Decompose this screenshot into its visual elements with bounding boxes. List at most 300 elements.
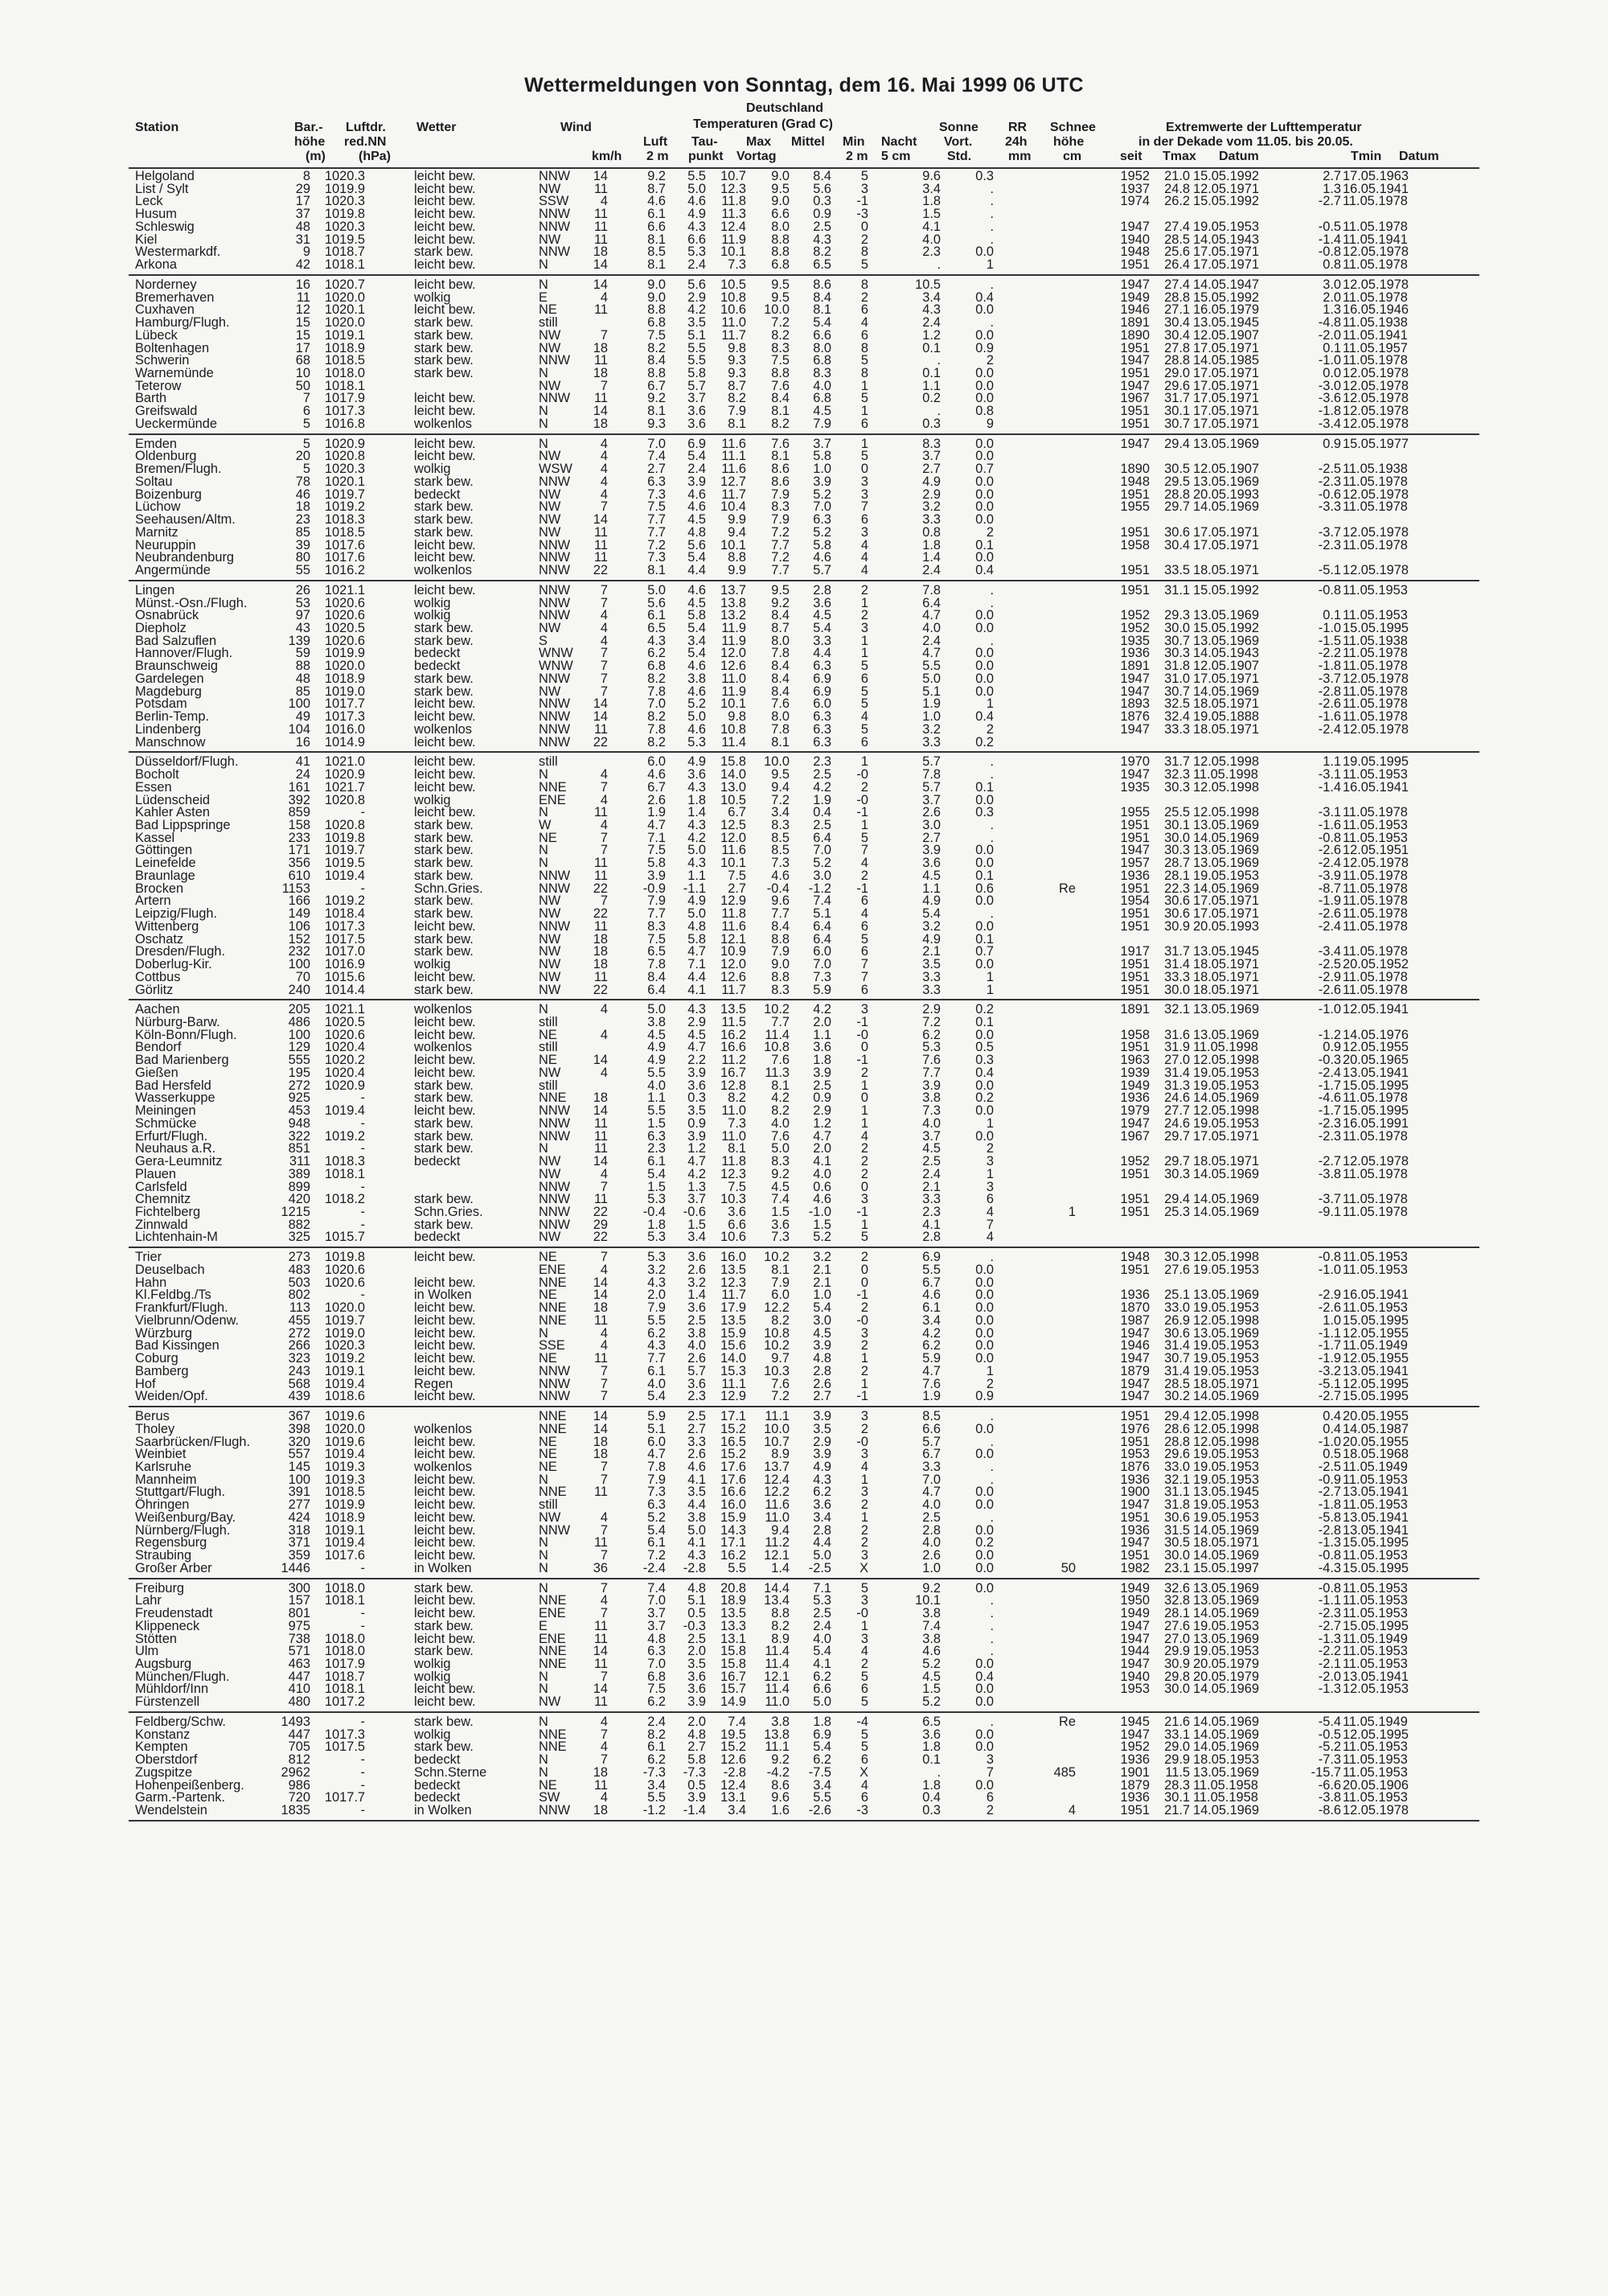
cell-station: Potsdam bbox=[135, 696, 187, 712]
cell-tmin: 0.8 bbox=[1323, 257, 1341, 273]
cell-temp-mean: 10.8 bbox=[764, 1325, 790, 1341]
cell-pressure: 1019.4 bbox=[324, 1103, 365, 1119]
cell-sunshine: . bbox=[937, 257, 941, 273]
cell-wind-dir: NW bbox=[539, 957, 561, 972]
cell-temp-ground: 2 bbox=[860, 290, 868, 305]
cell-record-since: 1946 bbox=[1120, 302, 1150, 318]
cell-sunshine: 5.7 bbox=[922, 754, 941, 770]
cell-temp-mean: 8.1 bbox=[771, 449, 790, 464]
cell-wind-speed: 18 bbox=[593, 1434, 608, 1449]
cell-temp-max: 18.9 bbox=[720, 1593, 746, 1608]
cell-temp-max: 13.0 bbox=[720, 779, 746, 795]
cell-wind-speed: 18 bbox=[593, 1764, 608, 1780]
cell-temp-max: 15.9 bbox=[720, 1509, 746, 1525]
cell-temp-air: 9.2 bbox=[647, 391, 666, 406]
cell-tmin: -1.7 bbox=[1318, 1078, 1341, 1093]
cell-sunshine: 3.8 bbox=[922, 1606, 941, 1621]
cell-temp-ground: 2 bbox=[860, 1522, 868, 1538]
cell-temp-min: 4.9 bbox=[813, 1459, 831, 1474]
cell-tmin: 1.3 bbox=[1323, 181, 1341, 196]
cell-tmin-date: 11.05.1953 bbox=[1343, 1764, 1408, 1780]
cell-temp-ground: 8 bbox=[860, 277, 868, 292]
cell-temp-air: 8.4 bbox=[647, 353, 666, 368]
cell-precip: 0.0 bbox=[975, 474, 994, 489]
cell-temp-air: 6.0 bbox=[647, 1434, 666, 1449]
cell-wind-dir: NE bbox=[539, 1027, 557, 1042]
cell-temp-mean: 8.8 bbox=[771, 244, 790, 260]
cell-sunshine: 5.2 bbox=[922, 1656, 941, 1671]
cell-wind-dir: NE bbox=[539, 1351, 557, 1366]
group-divider bbox=[129, 1578, 1479, 1579]
cell-bar-height: 882 bbox=[288, 1217, 310, 1232]
cell-wind-speed: 4 bbox=[600, 1027, 608, 1042]
cell-temp-max: 3.4 bbox=[728, 1803, 746, 1818]
cell-wind-speed: 11 bbox=[593, 868, 608, 883]
cell-bar-height: 145 bbox=[288, 1459, 310, 1474]
cell-pressure: 1017.7 bbox=[324, 1790, 365, 1805]
cell-wind-speed: 7 bbox=[600, 1376, 608, 1391]
cell-tmax-date: 19.05.1953 bbox=[1193, 1065, 1260, 1080]
cell-weather: wolkig bbox=[414, 608, 451, 623]
cell-precip: 0.0 bbox=[975, 327, 994, 343]
cell-tmax: 28.6 bbox=[1164, 1421, 1190, 1436]
cell-precip: . bbox=[990, 1434, 994, 1449]
cell-weather: stark bew. bbox=[414, 340, 474, 355]
cell-wind-speed: 22 bbox=[593, 906, 608, 922]
cell-snow: Re bbox=[1059, 1714, 1076, 1729]
cell-station: Vielbrunn/Odenw. bbox=[135, 1312, 240, 1328]
cell-sunshine: 2.4 bbox=[922, 1166, 941, 1181]
cell-pressure: 1017.3 bbox=[324, 918, 365, 934]
cell-wind-speed: 36 bbox=[593, 1560, 608, 1575]
cell-temp-mean: 9.4 bbox=[771, 1522, 790, 1538]
cell-precip: 2 bbox=[986, 524, 994, 540]
cell-tmin: -6.6 bbox=[1318, 1777, 1341, 1793]
cell-temp-mean: 12.2 bbox=[764, 1485, 790, 1500]
header-bar-2: höhe bbox=[294, 135, 326, 149]
cell-record-since: 1952 bbox=[1120, 169, 1150, 183]
cell-precip: 1 bbox=[986, 1166, 994, 1181]
cell-wind-dir: ENE bbox=[539, 792, 566, 807]
cell-precip: 0.8 bbox=[975, 404, 994, 419]
cell-record-since: 1870 bbox=[1120, 1300, 1150, 1316]
cell-wind-dir: still bbox=[539, 1078, 558, 1093]
cell-temp-min: 2.3 bbox=[813, 754, 831, 770]
cell-pressure: 1019.9 bbox=[324, 1497, 365, 1513]
cell-bar-height: 391 bbox=[288, 1485, 310, 1500]
cell-record-since: 1936 bbox=[1120, 1090, 1150, 1106]
cell-temp-ground: 3 bbox=[860, 1192, 868, 1207]
cell-tmin: -2.4 bbox=[1318, 721, 1341, 737]
cell-snow: 4 bbox=[1068, 1803, 1076, 1818]
cell-dew-point: 4.1 bbox=[687, 1472, 706, 1487]
cell-wind-speed: 14 bbox=[593, 404, 608, 419]
cell-tmin: 0.9 bbox=[1323, 1040, 1341, 1055]
cell-station: Mannheim bbox=[135, 1472, 197, 1487]
cell-temp-mean: 6.0 bbox=[771, 1288, 790, 1303]
header-wetter: Wetter bbox=[416, 121, 457, 134]
cell-sunshine: 3.2 bbox=[922, 721, 941, 737]
header-nacht-2: 5 cm bbox=[881, 150, 911, 163]
cell-temp-air: 4.3 bbox=[647, 1338, 666, 1353]
cell-temp-ground: 5 bbox=[860, 721, 868, 737]
cell-tmax-date: 11.05.1958 bbox=[1193, 1777, 1258, 1793]
cell-temp-max: 10.1 bbox=[720, 244, 746, 260]
cell-wind-dir: still bbox=[539, 315, 558, 331]
cell-station: Westermarkdf. bbox=[135, 244, 221, 260]
cell-wind-dir: N bbox=[539, 1764, 548, 1780]
cell-tmax: 31.7 bbox=[1164, 944, 1190, 959]
cell-dew-point: 5.8 bbox=[687, 608, 706, 623]
cell-station: Arkona bbox=[135, 257, 177, 273]
cell-tmin: -2.7 bbox=[1318, 194, 1341, 209]
cell-precip: 0.0 bbox=[975, 1656, 994, 1671]
cell-weather: stark bew. bbox=[414, 1090, 474, 1106]
cell-station: Hof bbox=[135, 1376, 156, 1391]
cell-precip: 0.0 bbox=[975, 1682, 994, 1697]
cell-tmin: -3.3 bbox=[1318, 499, 1341, 515]
cell-temp-ground: 2 bbox=[860, 1300, 868, 1316]
cell-pressure: 1019.2 bbox=[324, 1351, 365, 1366]
cell-sunshine: 5.5 bbox=[922, 1262, 941, 1277]
cell-wind-dir: NNW bbox=[539, 244, 571, 260]
cell-sunshine: 1.1 bbox=[922, 881, 941, 896]
cell-temp-mean: 8.7 bbox=[771, 620, 790, 635]
cell-tmax-date: 14.05.1969 bbox=[1193, 830, 1260, 845]
cell-wind-dir: still bbox=[539, 754, 558, 770]
cell-pressure: - bbox=[360, 1090, 365, 1106]
cell-tmax: 24.6 bbox=[1164, 1090, 1190, 1106]
cell-tmin: -5.4 bbox=[1318, 1714, 1341, 1729]
cell-temp-mean: 8.5 bbox=[771, 843, 790, 858]
cell-dew-point: 4.6 bbox=[687, 721, 706, 737]
cell-temp-ground: 1 bbox=[860, 378, 868, 393]
cell-precip: 0.9 bbox=[975, 340, 994, 355]
cell-temp-mean: 10.0 bbox=[764, 302, 790, 318]
cell-wind-speed: 7 bbox=[600, 1669, 608, 1684]
cell-sunshine: 0.1 bbox=[922, 366, 941, 381]
cell-wind-dir: NNW bbox=[539, 1115, 571, 1131]
cell-record-since: 1947 bbox=[1120, 1376, 1150, 1391]
cell-pressure: 1019.6 bbox=[324, 1434, 365, 1449]
cell-sunshine: 1.8 bbox=[922, 1739, 941, 1755]
cell-wind-dir: WNW bbox=[539, 646, 573, 661]
cell-dew-point: 2.6 bbox=[687, 1447, 706, 1462]
cell-tmax: 30.5 bbox=[1164, 462, 1190, 477]
cell-tmax: 27.7 bbox=[1164, 1103, 1190, 1119]
cell-wind-dir: N bbox=[539, 1141, 548, 1156]
cell-precip: 3 bbox=[986, 1752, 994, 1768]
cell-tmax-date: 12.05.1998 bbox=[1193, 1409, 1260, 1424]
cell-temp-ground: -4 bbox=[856, 1714, 868, 1729]
cell-temp-ground: -0 bbox=[856, 1434, 868, 1449]
cell-record-since: 1967 bbox=[1120, 1128, 1150, 1144]
cell-temp-ground: 8 bbox=[860, 244, 868, 260]
cell-temp-max: 8.2 bbox=[728, 1090, 746, 1106]
cell-precip: 3 bbox=[986, 1154, 994, 1169]
cell-pressure: 1019.9 bbox=[324, 181, 365, 196]
cell-sunshine: 3.7 bbox=[922, 449, 941, 464]
cell-tmax-date: 15.05.1992 bbox=[1193, 194, 1260, 209]
cell-weather: leicht bew. bbox=[414, 1522, 476, 1538]
cell-temp-ground: 1 bbox=[860, 595, 868, 610]
cell-tmin: -5.8 bbox=[1318, 1509, 1341, 1525]
cell-tmax: 30.0 bbox=[1164, 620, 1190, 635]
cell-temp-max: 15.9 bbox=[720, 1325, 746, 1341]
cell-temp-min: -7.5 bbox=[808, 1764, 831, 1780]
cell-temp-ground: -1 bbox=[856, 1389, 868, 1404]
cell-pressure: 1017.9 bbox=[324, 1656, 365, 1671]
cell-record-since: 1900 bbox=[1120, 1485, 1150, 1500]
cell-temp-ground: -0 bbox=[856, 1312, 868, 1328]
cell-temp-air: 3.4 bbox=[647, 1777, 666, 1793]
cell-precip: 0.0 bbox=[975, 608, 994, 623]
cell-tmax: 30.4 bbox=[1164, 537, 1190, 552]
cell-wind-dir: NNW bbox=[539, 734, 571, 750]
cell-bar-height: 158 bbox=[288, 817, 310, 832]
cell-weather: stark bew. bbox=[414, 830, 474, 845]
cell-tmin: -3.1 bbox=[1318, 805, 1341, 820]
cell-sunshine: 9.2 bbox=[922, 1580, 941, 1596]
cell-station: Boizenburg bbox=[135, 487, 202, 502]
cell-tmin: -5.1 bbox=[1318, 1376, 1341, 1391]
cell-temp-max: 11.6 bbox=[721, 918, 746, 934]
cell-pressure: 1019.1 bbox=[324, 1363, 365, 1378]
cell-record-since: 1891 bbox=[1120, 315, 1150, 331]
cell-pressure: 1017.0 bbox=[324, 944, 365, 959]
cell-tmax: 27.1 bbox=[1164, 302, 1190, 318]
cell-pressure: 1019.4 bbox=[324, 1447, 365, 1462]
cell-dew-point: 3.7 bbox=[687, 1192, 706, 1207]
cell-tmin: -2.9 bbox=[1318, 1288, 1341, 1303]
cell-tmin: -3.0 bbox=[1318, 378, 1341, 393]
cell-temp-mean: 9.2 bbox=[771, 1166, 790, 1181]
cell-bar-height: 812 bbox=[288, 1752, 310, 1768]
cell-temp-mean: 11.0 bbox=[765, 1694, 790, 1710]
cell-temp-mean: 9.4 bbox=[771, 779, 790, 795]
cell-tmax: 30.9 bbox=[1164, 918, 1190, 934]
cell-temp-max: 9.3 bbox=[728, 366, 746, 381]
cell-station: Stötten bbox=[135, 1631, 177, 1646]
cell-sunshine: 2.6 bbox=[922, 1548, 941, 1563]
cell-sunshine: 6.1 bbox=[922, 1300, 941, 1316]
cell-dew-point: 5.5 bbox=[687, 353, 706, 368]
cell-tmin-date: 11.05.1978 bbox=[1343, 805, 1408, 820]
cell-temp-max: 12.0 bbox=[720, 646, 746, 661]
cell-precip: . bbox=[990, 277, 994, 292]
cell-tmax: 32.1 bbox=[1164, 1472, 1190, 1487]
header-luftdr-3: (hPa) bbox=[359, 150, 391, 163]
cell-temp-min: -1.0 bbox=[808, 1205, 831, 1220]
cell-precip: . bbox=[990, 1631, 994, 1646]
cell-sunshine: 4.9 bbox=[922, 893, 941, 909]
cell-pressure: 1018.0 bbox=[324, 1631, 365, 1646]
cell-wind-dir: NNW bbox=[539, 207, 571, 222]
cell-temp-air: 9.3 bbox=[647, 416, 666, 431]
cell-weather: stark bew. bbox=[414, 843, 474, 858]
cell-tmax: 33.3 bbox=[1164, 721, 1190, 737]
cell-precip: 0.0 bbox=[975, 302, 994, 318]
cell-tmin-date: 12.05.1978 bbox=[1343, 1803, 1409, 1818]
cell-tmin-date: 16.05.1991 bbox=[1343, 1115, 1409, 1131]
cell-temp-mean: 8.4 bbox=[771, 608, 790, 623]
cell-temp-ground: 6 bbox=[860, 1682, 868, 1697]
cell-temp-max: 10.3 bbox=[720, 1192, 746, 1207]
cell-wind-dir: NW bbox=[539, 931, 561, 947]
cell-sunshine: 6.6 bbox=[922, 1421, 941, 1436]
cell-bar-height: 571 bbox=[288, 1644, 310, 1659]
cell-temp-max: 11.6 bbox=[721, 436, 746, 451]
cell-wind-speed: 11 bbox=[593, 181, 608, 196]
cell-temp-ground: 2 bbox=[860, 608, 868, 623]
cell-bar-height: 12 bbox=[295, 302, 310, 318]
cell-precip: . bbox=[990, 1509, 994, 1525]
cell-tmin-date: 11.05.1978 bbox=[1343, 499, 1408, 515]
cell-pressure: 1020.4 bbox=[324, 1040, 365, 1055]
cell-temp-mean: 7.9 bbox=[771, 512, 790, 528]
cell-dew-point: 4.8 bbox=[687, 1727, 706, 1742]
cell-temp-max: 17.1 bbox=[720, 1535, 746, 1551]
cell-temp-ground: 3 bbox=[860, 620, 868, 635]
header-schnee-3: cm bbox=[1063, 150, 1082, 163]
cell-weather: leicht bew. bbox=[414, 779, 476, 795]
group-divider bbox=[129, 1247, 1479, 1248]
cell-wind-dir: NW bbox=[539, 449, 561, 464]
cell-bar-height: 11 bbox=[296, 290, 310, 305]
cell-tmax-date: 18.05.1971 bbox=[1193, 1535, 1260, 1551]
cell-sunshine: 3.4 bbox=[922, 181, 941, 196]
cell-tmin-date: 12.05.1955 bbox=[1343, 1325, 1409, 1341]
cell-weather: stark bew. bbox=[414, 856, 474, 871]
cell-tmin-date: 11.05.1941 bbox=[1343, 232, 1408, 247]
cell-weather: leicht bew. bbox=[414, 404, 476, 419]
cell-temp-ground: 4 bbox=[860, 709, 868, 725]
cell-record-since: 1951 bbox=[1120, 1409, 1150, 1424]
cell-temp-air: 5.0 bbox=[647, 1002, 666, 1017]
cell-station: Oldenburg bbox=[135, 449, 197, 464]
cell-pressure: 1019.7 bbox=[324, 843, 365, 858]
cell-precip: 0.0 bbox=[975, 843, 994, 858]
cell-temp-ground: 1 bbox=[860, 1351, 868, 1366]
cell-temp-air: 6.3 bbox=[647, 1644, 666, 1659]
cell-bar-height: 46 bbox=[295, 487, 310, 502]
cell-record-since: 1951 bbox=[1120, 404, 1150, 419]
cell-bar-height: 16 bbox=[295, 277, 310, 292]
cell-tmin-date: 12.05.1978 bbox=[1343, 391, 1409, 406]
cell-temp-air: -0.9 bbox=[642, 881, 666, 896]
cell-pressure: 1019.4 bbox=[324, 1376, 365, 1391]
cell-tmin: -0.5 bbox=[1318, 1727, 1341, 1742]
cell-temp-min: 4.1 bbox=[813, 1656, 831, 1671]
cell-record-since: 1947 bbox=[1120, 1351, 1150, 1366]
cell-wind-dir: N bbox=[539, 416, 548, 431]
cell-tmin: -0.8 bbox=[1318, 582, 1341, 598]
cell-tmax: 28.8 bbox=[1164, 487, 1190, 502]
header-sonne-1: Sonne bbox=[939, 121, 978, 134]
cell-temp-mean: 8.9 bbox=[771, 1631, 790, 1646]
cell-temp-min: 6.2 bbox=[813, 1485, 831, 1500]
cell-temp-min: 3.5 bbox=[813, 1421, 831, 1436]
cell-weather: wolkig bbox=[414, 462, 451, 477]
cell-temp-max: 9.9 bbox=[728, 563, 746, 578]
cell-tmax: 25.3 bbox=[1164, 1205, 1190, 1220]
cell-station: Manschnow bbox=[135, 734, 206, 750]
table-row bbox=[129, 1805, 1479, 1817]
cell-bar-height: 16 bbox=[295, 734, 310, 750]
cell-precip: 4 bbox=[986, 1205, 994, 1220]
cell-pressure: 1019.2 bbox=[324, 1128, 365, 1144]
cell-temp-min: 5.4 bbox=[813, 1300, 831, 1316]
cell-pressure: 1020.3 bbox=[324, 462, 365, 477]
cell-tmin: -1.9 bbox=[1318, 893, 1341, 909]
cell-temp-mean: 8.1 bbox=[771, 1262, 790, 1277]
cell-temp-ground: -0 bbox=[856, 792, 868, 807]
cell-tmax-date: 20.05.1993 bbox=[1193, 918, 1260, 934]
cell-weather: stark bew. bbox=[414, 944, 474, 959]
cell-wind-dir: N bbox=[539, 1669, 548, 1684]
cell-wind-dir: NW bbox=[539, 944, 561, 959]
cell-temp-max: 13.5 bbox=[720, 1312, 746, 1328]
cell-sunshine: 2.4 bbox=[922, 563, 941, 578]
cell-dew-point: 4.9 bbox=[687, 893, 706, 909]
table-row bbox=[129, 1080, 1479, 1093]
cell-weather: leicht bew. bbox=[414, 1065, 476, 1080]
cell-temp-min: 2.9 bbox=[813, 1103, 831, 1119]
cell-record-since: 1891 bbox=[1120, 659, 1150, 674]
cell-tmin: -2.7 bbox=[1318, 1154, 1341, 1169]
cell-weather: stark bew. bbox=[414, 499, 474, 515]
cell-tmin: -3.4 bbox=[1318, 944, 1341, 959]
cell-temp-mean: 11.2 bbox=[765, 1535, 790, 1551]
cell-tmax-date: 19.05.1953 bbox=[1193, 1363, 1260, 1378]
cell-pressure: 1019.2 bbox=[324, 893, 365, 909]
cell-tmax: 23.1 bbox=[1164, 1560, 1190, 1575]
cell-temp-mean: 8.2 bbox=[771, 1618, 790, 1633]
cell-tmin-date: 17.05.1963 bbox=[1343, 169, 1409, 183]
cell-station: Nürnberg/Flugh. bbox=[135, 1522, 231, 1538]
cell-temp-min: 4.6 bbox=[813, 1192, 831, 1207]
cell-dew-point: 0.5 bbox=[687, 1606, 706, 1621]
cell-bar-height: 738 bbox=[288, 1631, 310, 1646]
cell-record-since: 1936 bbox=[1120, 1472, 1150, 1487]
header-rr-1: RR bbox=[1008, 121, 1028, 134]
cell-temp-mean: 7.8 bbox=[771, 646, 790, 661]
cell-sunshine: 4.7 bbox=[922, 1363, 941, 1378]
cell-temp-min: 5.7 bbox=[813, 563, 831, 578]
cell-tmax: 30.0 bbox=[1164, 1682, 1190, 1697]
cell-wind-speed: 7 bbox=[600, 378, 608, 393]
cell-dew-point: 4.7 bbox=[687, 1040, 706, 1055]
cell-wind-speed: 18 bbox=[593, 340, 608, 355]
cell-wind-dir: NW bbox=[539, 524, 561, 540]
cell-tmin: 0.1 bbox=[1323, 608, 1341, 623]
cell-temp-min: 4.2 bbox=[813, 779, 831, 795]
cell-tmax-date: 13.05.1969 bbox=[1193, 1631, 1260, 1646]
cell-tmin-date: 12.05.1951 bbox=[1343, 843, 1409, 858]
cell-temp-min: 1.5 bbox=[813, 1217, 831, 1232]
cell-temp-ground: 5 bbox=[860, 1580, 868, 1596]
cell-record-since: 1951 bbox=[1120, 906, 1150, 922]
cell-temp-max: 16.2 bbox=[720, 1027, 746, 1042]
cell-wind-speed: 4 bbox=[600, 290, 608, 305]
cell-temp-air: 5.9 bbox=[647, 1409, 666, 1424]
cell-precip: 6 bbox=[986, 1790, 994, 1805]
cell-wind-dir: NNW bbox=[539, 550, 571, 565]
cell-temp-ground: 0 bbox=[860, 1090, 868, 1106]
cell-temp-air: 5.0 bbox=[647, 582, 666, 598]
cell-sunshine: 4.9 bbox=[922, 474, 941, 489]
cell-tmin: -0.3 bbox=[1318, 1053, 1341, 1068]
